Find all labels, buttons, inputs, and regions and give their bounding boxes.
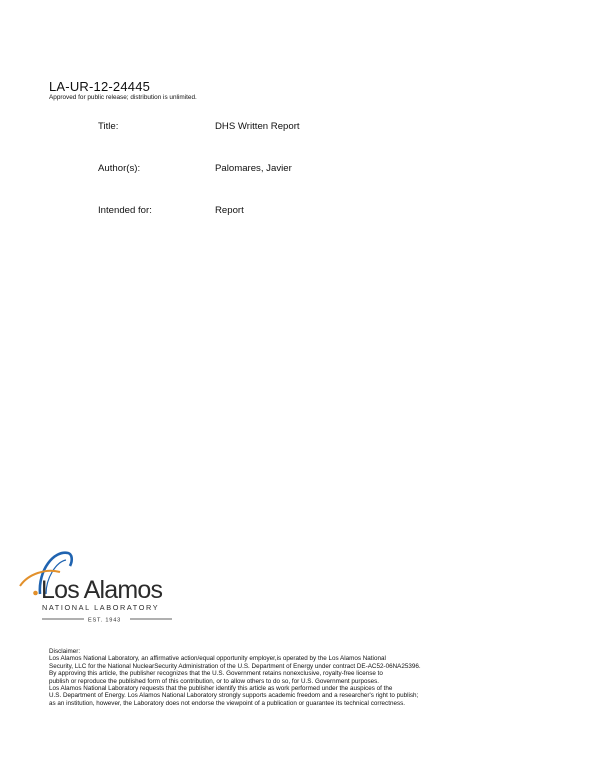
title-value: DHS Written Report: [215, 121, 300, 132]
authors-label: Author(s):: [98, 163, 141, 174]
disclaimer-line: publish or reproduce the published form of this contribution, or to allow others to do so, for U.S. Government purposes.: [49, 677, 380, 685]
disclaimer-line: Los Alamos National Laboratory, an affirmative action/equal opportunity employer,is operated by the Los Alamos National: [49, 655, 386, 663]
authors-value: Palomares, Javier: [215, 163, 292, 174]
disclaimer-line: Security, LLC for the National NuclearSecurity Administration of the U.S. Department of Energy under contract DE-AC52-06NA25396.: [49, 662, 421, 670]
report-number: LA-UR-12-24445: [49, 79, 151, 94]
disclaimer-line: U.S. Department of Energy. Los Alamos National Laboratory strongly supports academic freedom and a researcher's right to publish;: [49, 692, 419, 700]
logo-subtitle: NATIONAL LABORATORY: [42, 603, 160, 612]
disclaimer-heading: Disclaimer:: [49, 648, 81, 655]
disclaimer-line: By approving this article, the publisher recognizes that the U.S. Government retains nonexclusive, royalty-free license to: [49, 670, 383, 678]
release-note: Approved for public release; distribution is unlimited.: [49, 94, 197, 101]
los-alamos-logo: [16, 548, 181, 628]
logo-established: EST. 1943: [88, 617, 122, 624]
logo-name: Los Alamos: [41, 576, 163, 604]
disclaimer: [49, 648, 549, 707]
intended-for-label: Intended for:: [98, 205, 152, 216]
disclaimer-line: as an institution, however, the Laboratory does not endorse the viewpoint of a publication or guarantee its technical correctness.: [49, 699, 405, 707]
logo-dot: [33, 591, 38, 596]
intended-for-value: Report: [215, 205, 244, 216]
title-label: Title:: [98, 121, 119, 132]
disclaimer-line: Los Alamos National Laboratory requests that the publisher identify this article as work performed under the auspices of the: [49, 685, 393, 693]
